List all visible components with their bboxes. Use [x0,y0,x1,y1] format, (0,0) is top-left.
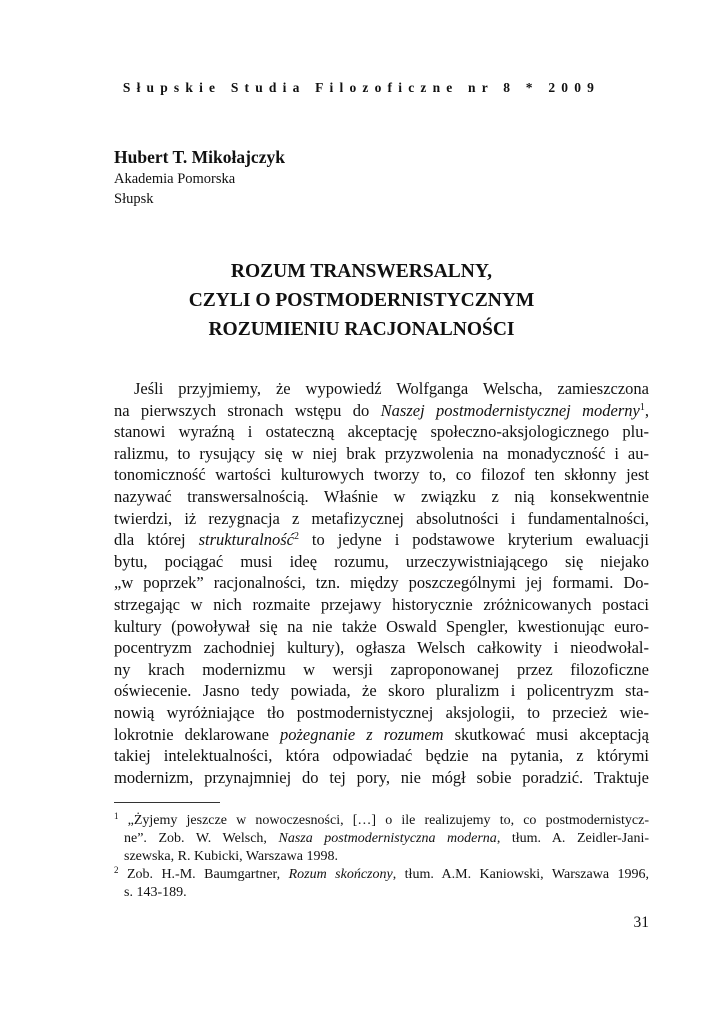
author-name: Hubert T. Mikołajczyk [114,147,285,167]
italic-title: Nasza postmodernistyczna moderna [278,831,497,846]
text-line: nazywać transwersalnością. Właśnie w związku z nią konsekwentnie [114,486,649,506]
footnote-2 [114,866,649,884]
text-line: takiej intelektualności, która odpowiadać będzie na pytania, z którymi [114,746,649,766]
running-head: Słupskie Studia Filozoficzne nr 8 * 2009 [122,80,601,95]
italic-title: Naszej postmodernistycznej moderny [380,400,640,420]
text-line [114,529,649,551]
text-line: modernizm, przynajmniej do tej pory, nie mógł sobie poradzić. Traktuje [114,767,649,787]
footnote-1 [114,812,649,830]
text-run: , tłum. A. Zeidler-Jani- [496,831,649,846]
footnote-line: s. 143-189. [124,885,187,900]
footnote-separator [114,802,220,803]
text-run: skutkować musi akceptacją [443,724,649,744]
text-line: bytu, pociągać musi ideę rozumu, urzeczywistniającego się niejako [114,551,649,571]
footnote-line [114,830,649,848]
title-line: ROZUM TRANSWERSALNY, [230,261,493,282]
text-line: ny krach modernizmu w wersji zaproponowanej przez filozoficzne [114,659,649,679]
text-run: na pierwszych stronach wstępu do [114,400,381,420]
text-line: tonomiczność wartości kulturowych tworzy to, co filozof ten skłonny jest [114,465,649,485]
text-run: , [644,400,649,420]
author-affiliation: Akademia Pomorska [114,171,236,187]
footnote-line: szewska, R. Kubicki, Warszawa 1998. [124,849,339,864]
text-run: , tłum. A.M. Kaniowski, Warszawa 1996, [392,867,650,882]
text-run: „Żyjemy jeszcze w nowoczesności, […] o ile realizujemy to, co postmodernistycz- [118,813,649,828]
text-run: Zob. H.-M. Baumgartner, [118,867,289,882]
footnote-number: 2 [114,865,119,875]
text-run: dla której [114,530,199,550]
text-line: nowią wyróżniające tło postmodernistycznej aksjologii, to przecież wie- [114,702,649,722]
title-line: CZYLI O POSTMODERNISTYCZNYM [188,290,535,311]
italic-phrase: pożegnanie z rozumem [279,724,444,744]
text-line: oświecenie. Jasno tedy powiada, że skoro pluralizm i policentryzm sta- [114,681,649,701]
footnote-number: 1 [114,811,119,821]
text-line: twierdzi, iż rezygnacja z metafizycznej absolutności i fundamentalności, [114,508,649,528]
italic-term: strukturalność [198,530,294,550]
text-run: to jedyne i podstawowe kryterium ewaluacji [298,530,649,550]
text-line: Jeśli przyjmiemy, że wypowiedź Wolfganga Welscha, zamieszczona [134,379,649,398]
text-line: kultury (powoływał się na nie także Oswald Spengler, kwestionując euro- [114,616,649,636]
page-number: 31 [633,914,649,931]
title-line: ROZUMIENIU RACJONALNOŚCI [208,319,515,340]
text-line: ralizmu, to rysujący się w niej brak przyzwolenia na monadyczność i au- [114,443,649,463]
text-line [114,724,649,746]
text-run: ne”. Zob. W. Welsch, [124,831,279,846]
footnote-ref: 1 [639,401,645,413]
italic-title: Rozum skończony [288,867,393,882]
footnotes [114,812,649,902]
text-line: pocentryzm zachodniej kultury), ogłasza Welsch całkowity i nieodwołal- [114,638,649,658]
author-city: Słupsk [114,191,154,207]
text-line: „w poprzek” racjonalności, tzn. między poszczególnymi jej formami. Do- [114,573,649,593]
text-line: strzegając w nich rozmaite przejawy historycznie zróżnicowanych postaci [114,594,649,614]
text-line [114,400,649,422]
footnote-ref: 2 [293,531,299,543]
author-block [114,145,285,209]
text-run: lokrotnie deklarowane [114,724,280,744]
body-text [114,378,649,788]
article-title [114,257,609,344]
text-line: stanowi wyraźną i ostateczną akceptację społeczno-aksjologicznego plu- [114,422,649,442]
